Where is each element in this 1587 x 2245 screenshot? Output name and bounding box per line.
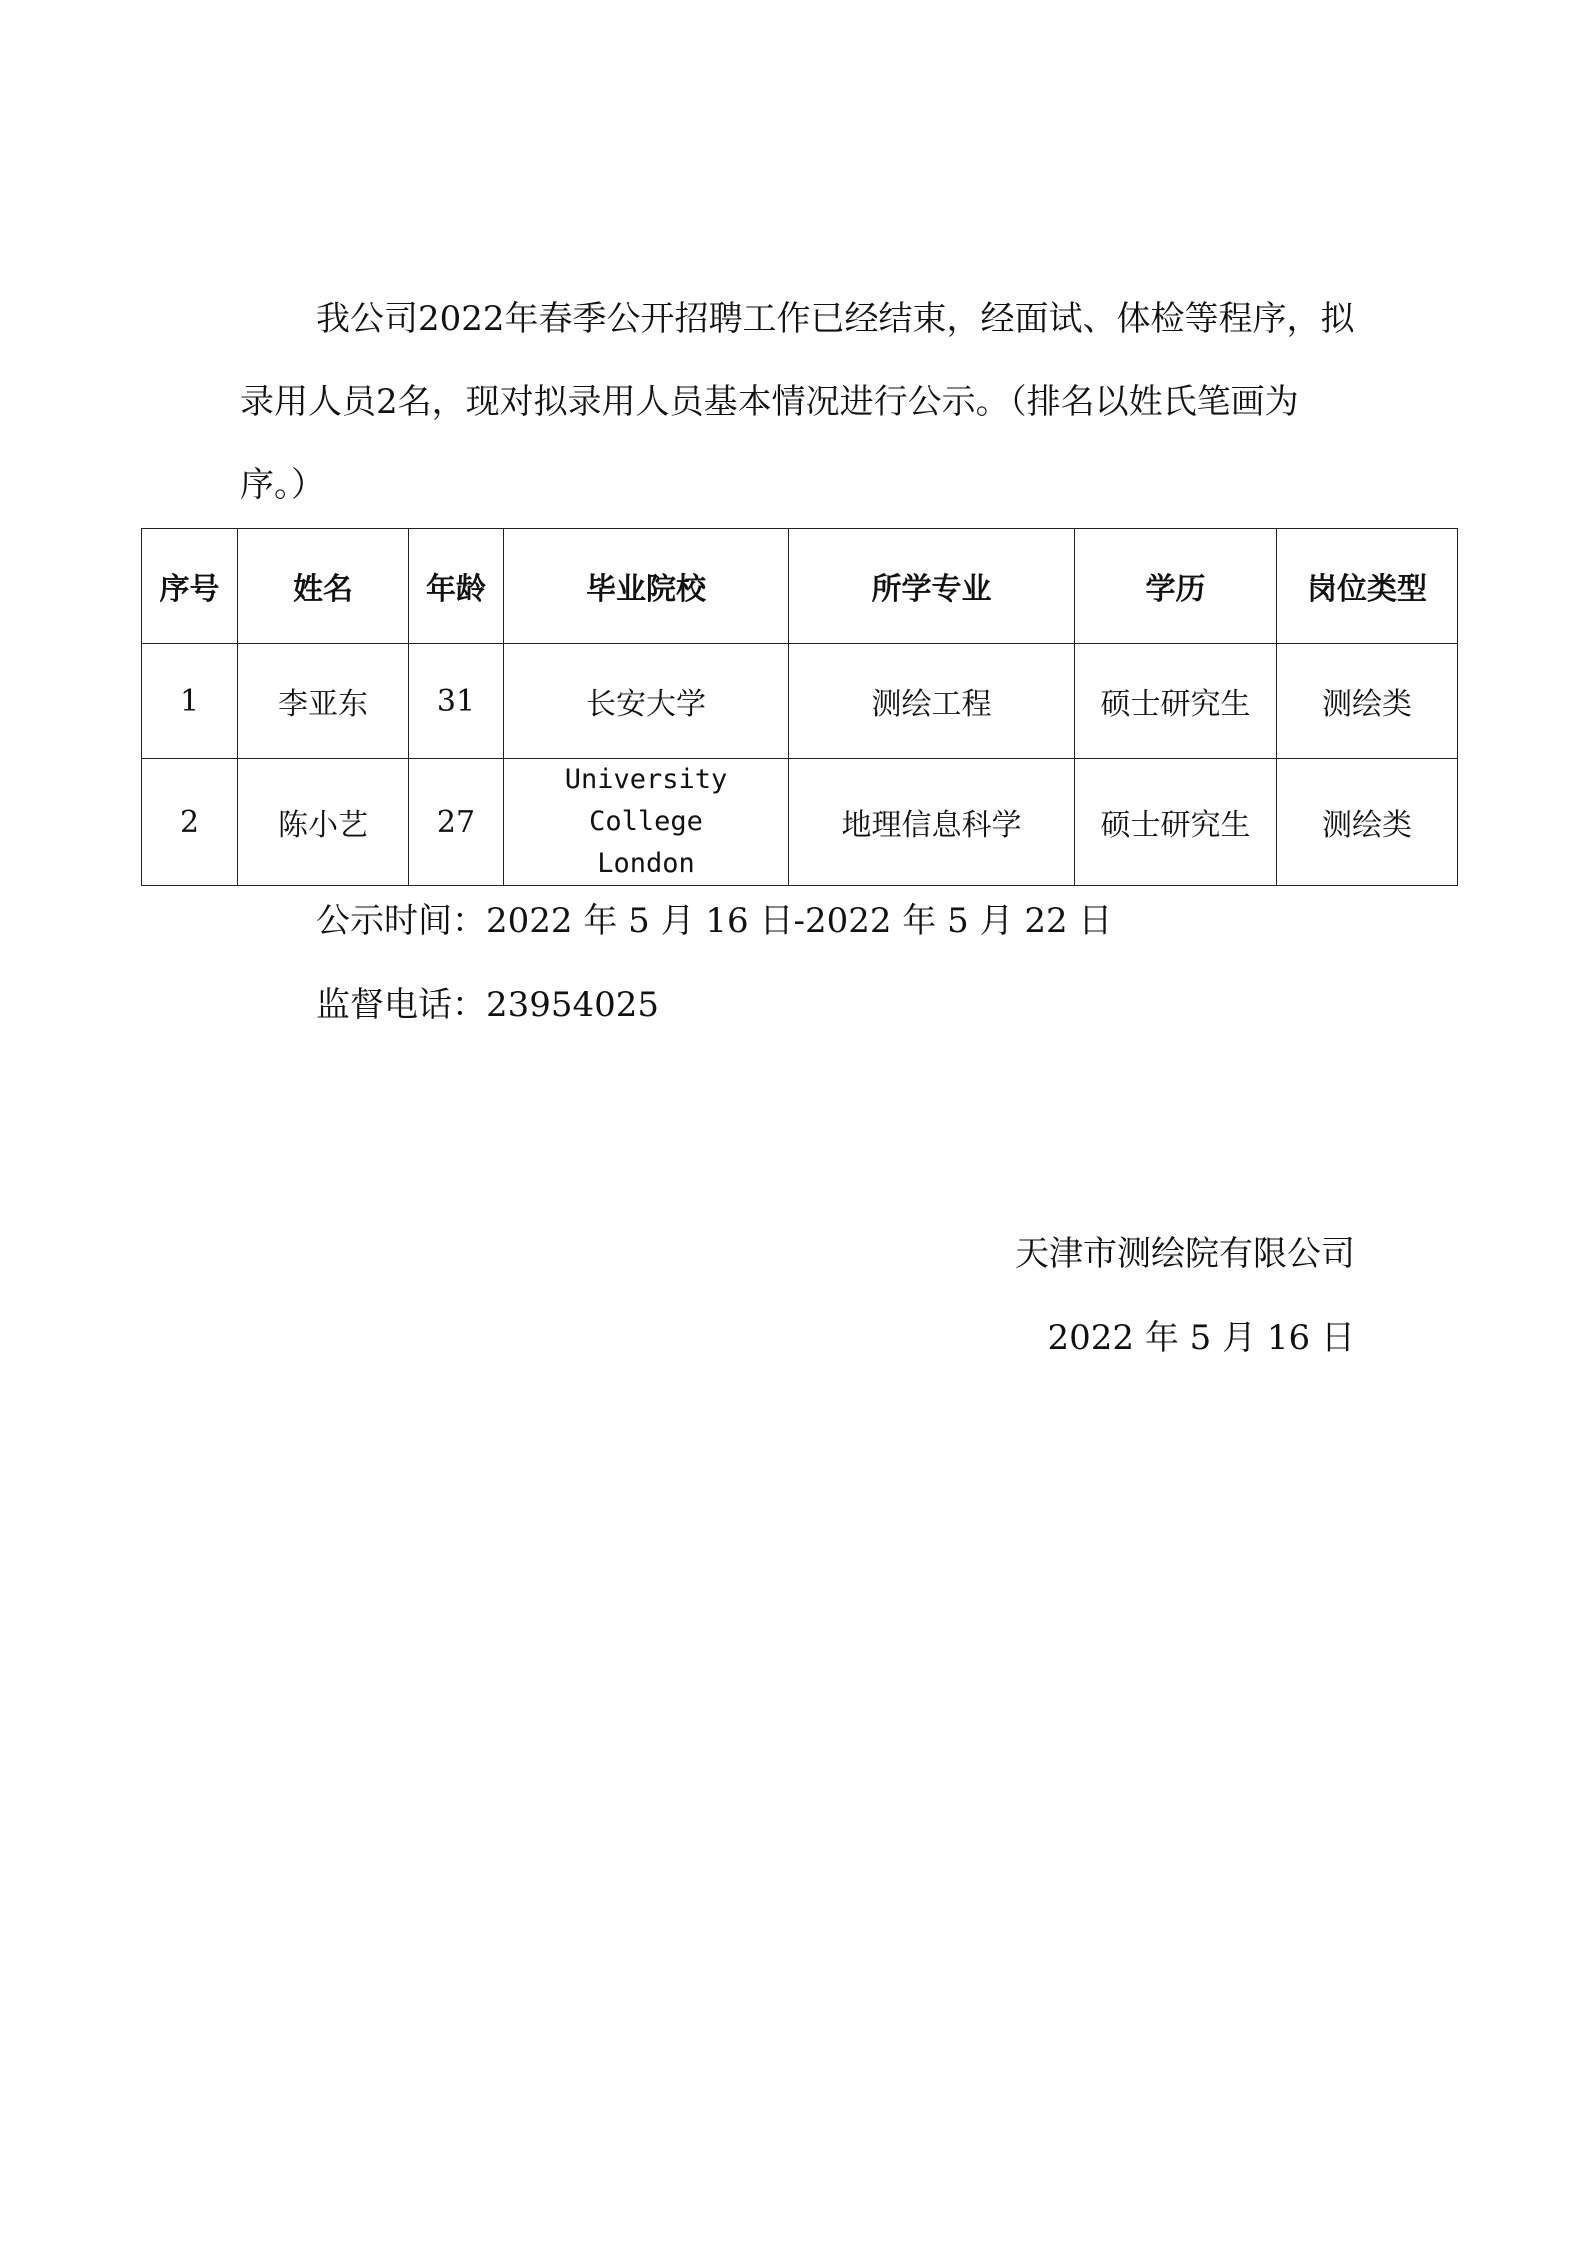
cell-school: 长安大学 — [504, 644, 789, 759]
cell-index: 1 — [142, 644, 238, 759]
header-cell: 年龄 — [409, 529, 504, 644]
cell-age: 27 — [409, 759, 504, 886]
header-cell: 学历 — [1075, 529, 1277, 644]
table-row — [142, 759, 1458, 886]
cell-age: 31 — [409, 644, 504, 759]
cell-major: 地理信息科学 — [789, 759, 1075, 886]
cell-position-type: 测绘类 — [1277, 644, 1458, 759]
signature-org: 天津市测绘院有限公司 — [1015, 1234, 1355, 1274]
supervision-phone: 监督电话：23954025 — [316, 985, 660, 1025]
header-cell: 姓名 — [238, 529, 409, 644]
cell-position-type: 测绘类 — [1277, 759, 1458, 886]
cell-name: 李亚东 — [238, 644, 409, 759]
notice-text: 我公司2022年春季公开招聘工作已经结束，经面试、体检等程序，拟录用人员2名，现对拟录用人员基本情况进行公示。（排名以姓氏笔画为序。） — [240, 299, 1355, 505]
hiring-roster-table — [141, 528, 1458, 886]
header-cell: 毕业院校 — [504, 529, 789, 644]
signature-date: 2022 年 5 月 16 日 — [1047, 1318, 1355, 1358]
cell-major: 测绘工程 — [789, 644, 1075, 759]
header-cell: 岗位类型 — [1277, 529, 1458, 644]
table-header-row — [142, 529, 1458, 644]
cell-degree: 硕士研究生 — [1075, 759, 1277, 886]
publicity-period: 公示时间：2022 年 5 月 16 日-2022 年 5 月 22 日 — [316, 901, 1113, 941]
header-cell: 所学专业 — [789, 529, 1075, 644]
cell-name: 陈小艺 — [238, 759, 409, 886]
header-cell: 序号 — [142, 529, 238, 644]
cell-school: University College London — [504, 759, 789, 886]
notice-paragraph — [240, 278, 1355, 527]
cell-degree: 硕士研究生 — [1075, 644, 1277, 759]
cell-index: 2 — [142, 759, 238, 886]
table-row — [142, 644, 1458, 759]
